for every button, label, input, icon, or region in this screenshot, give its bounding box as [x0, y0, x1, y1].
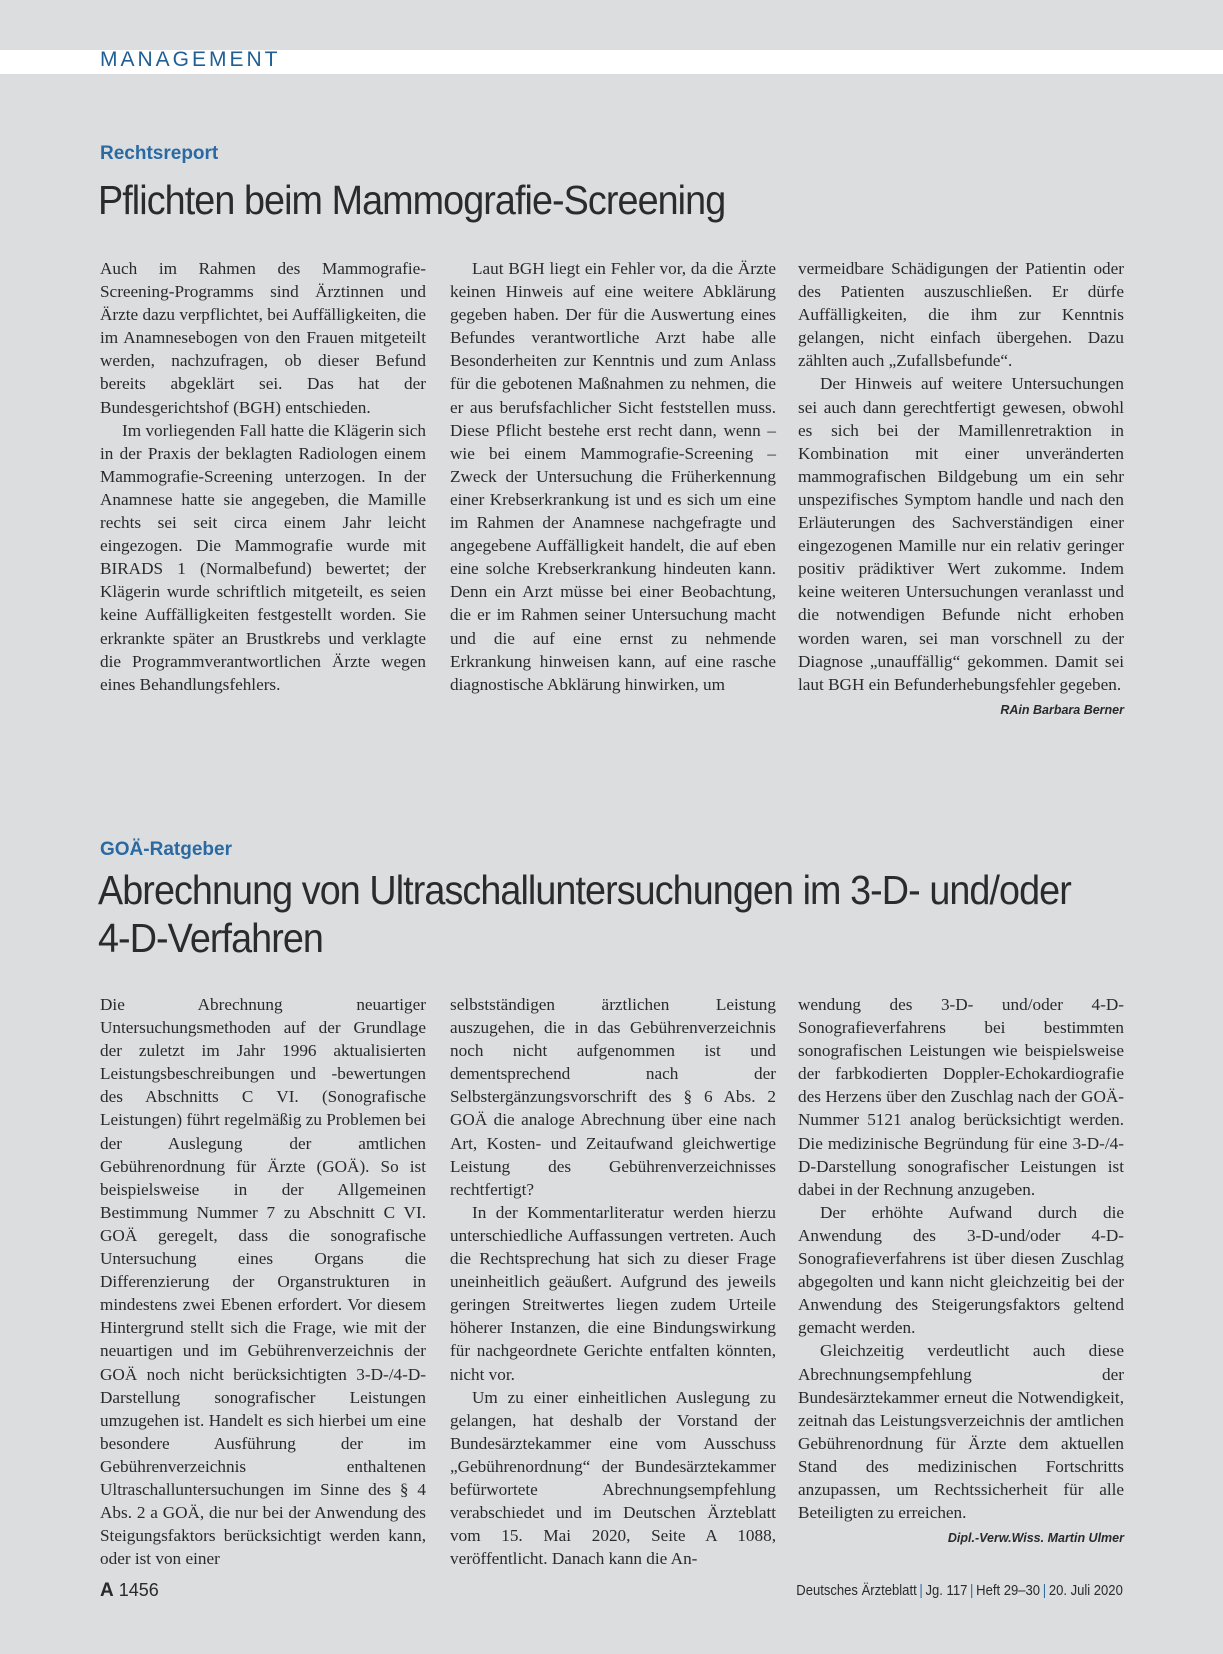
paragraph-text: Der Hinweis auf weitere Untersuchungen sei auch dann gerechtfertigt gewesen, obwohl es sich bei der Mamillenretraktion in Kombination mit einer unveränderten mammografischen Bildgebung um ein sehr unspezifisches Symptom handle und nach den Erläuterungen des Sachverständigen einer eingezogenen Mamille nur ein relativ geringer positiv prädiktiver Wert zukomme. Indem keine weiteren Untersuchungen veranlasst und die notwendigen Befunde nicht erhoben worden waren, sei man vorschnell zu der Diagnose „unauffällig“ gekommen. Damit sei laut BGH ein Befunderhebungsfehler gegeben. — [798, 374, 1124, 694]
article2-column-1 — [100, 993, 426, 1570]
paragraph: Im vorliegenden Fall hatte die Klägerin sich in der Praxis der beklagten Radiologen einem Mammografie-Screening unterzogen. In der Anamnese hatte sie angegeben, die Mamille rechts sei seit circa einem Jahr leicht eingezogen. Die Mammografie wurde mit BIRADS 1 (Normalbefund) bewertet; der Klägerin wurde schriftlich mitgeteilt, es seien keine Auffälligkeiten festgestellt worden. Sie erkrankte später an Brustkrebs und verklagte die Programmverantwortlichen Ärzte wegen eines Behandlungsfehlers. — [100, 420, 426, 694]
article1-kicker: Rechtsreport — [100, 143, 219, 164]
article2-kicker: GOÄ-Ratgeber — [100, 839, 232, 860]
article2-column-3 — [798, 993, 1124, 1550]
paragraph: selbstständigen ärztlichen Leistung auszugehen, die in das Gebührenverzeichnis noch nicht aufgenommen ist und dementsprechend nach der Selbstergänzungsvorschrift des § 6 Abs. 2 GOÄ die analoge Abrechnung über eine nach Art, Kosten- und Zeitaufwand gleichwertige Leistung des Gebührenverzeichnisses rechtfertigt? — [450, 995, 776, 1199]
page-prefix: A — [100, 1580, 114, 1601]
separator: | — [970, 1583, 974, 1599]
journal-name: Deutsches Ärzteblatt — [796, 1583, 917, 1599]
article2-title-line1: Abrechnung von Ultraschalluntersuchungen im 3-D- und/oder — [98, 867, 1071, 913]
paragraph: Um zu einer einheitlichen Auslegung zu gelangen, hat deshalb der Vorstand der Bundesärztekammer eine vom Ausschuss „Gebührenordnung“ der Bundesärztekammer befürwortete Abrechnungsempfehlung verabschiedet und im Deutschen Ärzteblatt vom 15. Mai 2020, Seite A 1088, veröffentlicht. Danach kann die An- — [450, 1387, 776, 1569]
article2-column-2 — [450, 993, 776, 1570]
journal-volume: Jg. 117 — [925, 1583, 968, 1599]
paragraph: In der Kommentarliteratur werden hierzu unterschiedliche Auffassungen vertreten. Auch die Rechtsprechung hat sich zu dieser Frage uneinheitlich geäußert. Aufgrund des jeweils geringen Streitwertes liegen zudem Urteile höherer Instanzen, die eine Bindungswirkung für nachgeordnete Gerichte entfalten könnten, nicht vor. — [450, 1202, 776, 1384]
article2-title — [98, 866, 1071, 962]
paragraph — [798, 372, 1124, 717]
page-number — [100, 1580, 159, 1602]
paragraph: Der erhöhte Aufwand durch die Anwendung des 3-D-und/oder 4-D-Sonografieverfahrens ist über diesen Zuschlag abgegolten und kann nicht gleichzeitig bei der Anwendung des Steigerungsfaktors geltend gemacht werden. — [798, 1202, 1124, 1338]
paragraph — [798, 1339, 1124, 1546]
journal-info — [796, 1583, 1123, 1599]
author-signature: RAin Barbara Berner — [1000, 702, 1124, 717]
section-label: MANAGEMENT — [100, 48, 281, 71]
paragraph: Auch im Rahmen des Mammografie-Screening-Programms sind Ärztinnen und Ärzte dazu verpflichtet, bei Auffälligkeiten, die im Anamnesebogen von den Frauen mitgeteilt werden, nachzufragen, ob dieser Befund bereits abgeklärt sei. Das hat der Bundesgerichtshof (BGH) entschieden. — [100, 259, 426, 417]
article1-column-1 — [100, 257, 426, 696]
paragraph: vermeidbare Schädigungen der Patientin oder des Patienten auszuschließen. Er dürfe Auffälligkeiten, die ihm zur Kenntnis gelangen, nicht einfach übergehen. Dazu zählten auch „Zufallsbefunde“. — [798, 259, 1124, 371]
journal-date: 20. Juli 2020 — [1048, 1583, 1123, 1599]
article1-title: Pflichten beim Mammografie-Screening — [98, 177, 726, 223]
separator: | — [919, 1583, 923, 1599]
article1-column-3 — [798, 257, 1124, 722]
article1-column-2 — [450, 257, 776, 696]
article2-title-line2: 4-D-Verfahren — [98, 915, 323, 961]
separator: | — [1042, 1583, 1047, 1599]
author-signature: Dipl.-Verw.Wiss. Martin Ulmer — [947, 1531, 1124, 1546]
journal-issue: Heft 29–30 — [976, 1583, 1041, 1599]
paragraph: Die Abrechnung neuartiger Untersuchungsmethoden auf der Grundlage der zuletzt im Jahr 1996 aktualisierten Leistungsbeschreibungen und -bewertungen des Abschnitts C VI. (Sonografische Leistungen) führt regelmäßig zu Problemen bei der Auslegung der amtlichen Gebührenordnung für Ärzte (GOÄ). So ist beispielsweise in der Allgemeinen Bestimmung Nummer 7 zu Abschnitt C VI. GOÄ geregelt, dass die sonografische Untersuchung eines Organs die Differenzierung der Organstrukturen in mindestens zwei Ebenen erfordert. Vor diesem Hintergrund stellt sich die Frage, wie mit der neuartigen und im Gebührenverzeichnis der GOÄ noch nicht berücksichtigten 3-D-/4-D-Darstellung sonografischer Leistungen umzugehen ist. Handelt es sich hierbei um eine besondere Ausführung der im Gebührenverzeichnis enthaltenen Ultraschalluntersuchungen im Sinne des § 4 Abs. 2 a GOÄ, die nur bei der Anwendung des Steigungsfaktors berücksichtigt werden kann, oder ist von einer — [100, 995, 426, 1569]
paragraph: Laut BGH liegt ein Fehler vor, da die Ärzte keinen Hinweis auf eine weitere Abklärung gegeben haben. Der für die Auswertung eines Befundes verantwortliche Arzt habe alle Besonderheiten zur Kenntnis und zum Anlass für die gebotenen Maßnahmen zu nehmen, die er aus berufsfachlicher Sicht feststellen muss. Diese Pflicht bestehe erst recht dann, wenn – wie bei einem Mammografie-Screening – Zweck der Untersuchung die Früherkennung einer Krebserkrankung ist und es sich um eine im Rahmen der Anamnese nachgefragte und angegebene Auffälligkeit handelt, die auf eben eine solche Krebserkrankung hindeuten kann. Denn ein Arzt müsse bei einer Beobachtung, die er im Rahmen seiner Untersuchung macht und die auf eine ernst zu nehmende Erkrankung hinweisen kann, auf eine rasche diagnostische Abklärung hinwirken, um — [450, 259, 776, 694]
paragraph: wendung des 3-D- und/oder 4-D-Sonografieverfahrens bei bestimmten sonografischen Leistungen wie beispielsweise der farbkodierten Doppler-Echokardiografie des Herzens über den Zuschlag nach der GOÄ-Nummer 5121 analog berücksichtigt werden. Die medizinische Begründung für eine 3-D-/4-D-Darstellung sonografischer Leistungen ist dabei in der Rechnung anzugeben. — [798, 995, 1124, 1199]
paragraph-text: Gleichzeitig verdeutlicht auch diese Abrechnungsempfehlung der Bundesärztekammer erneut die Notwendigkeit, zeitnah das Leistungsverzeichnis der amtlichen Gebührenordnung für Ärzte dem aktuellen Stand des medizinischen Fortschritts anzupassen, um Rechtssicherheit für alle Beteiligten zu erreichen. — [798, 1341, 1124, 1523]
page-number-value: 1456 — [118, 1580, 159, 1600]
